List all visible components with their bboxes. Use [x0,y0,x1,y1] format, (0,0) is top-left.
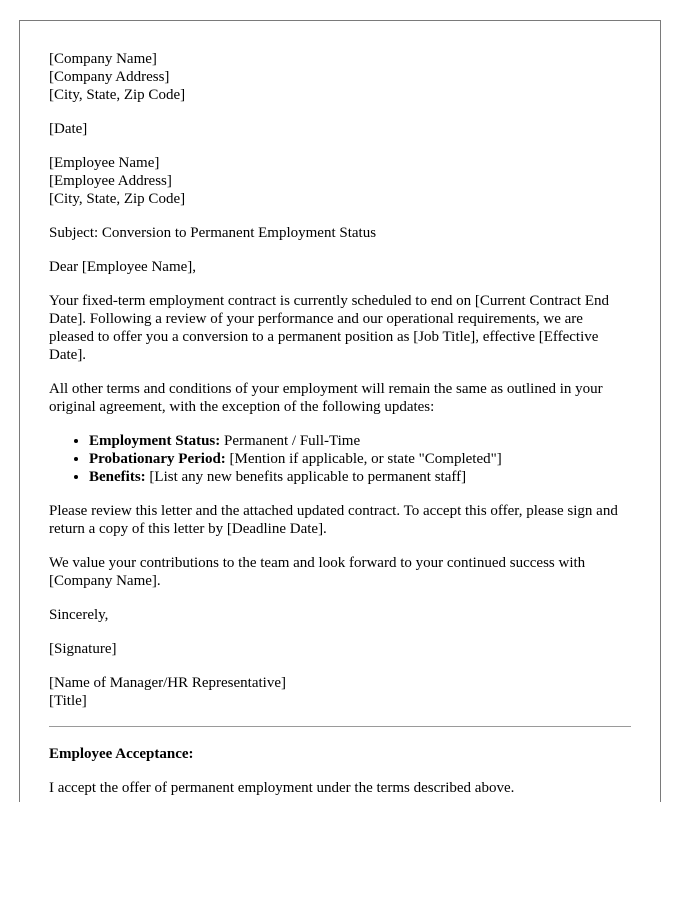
update-label: Probationary Period: [89,451,226,467]
signoff-closing: Sincerely, [49,607,109,623]
section-divider [49,726,631,727]
list-item [89,468,631,486]
terms-paragraph: All other terms and conditions of your employment will remain the same as outlined in your original agreement, with the exception of the following updates: [49,381,603,415]
signer-block [49,674,631,710]
list-item [89,450,631,468]
salutation: Dear [Employee Name], [49,259,197,275]
list-item [89,432,631,450]
signer-name: [Name of Manager/HR Representative] [49,675,286,691]
letter-date: [Date] [49,121,88,137]
recipient-address [49,154,631,208]
recipient-name: [Employee Name] [49,155,160,171]
acceptance-statement: I accept the offer of permanent employment under the terms described above. [49,780,515,796]
subject-line: Subject: Conversion to Permanent Employment Status [49,225,377,241]
letter-page [19,20,661,802]
sender-address [49,50,631,104]
intro-paragraph: Your fixed-term employment contract is currently scheduled to end on [Current Contract End Date]. Following a review of your performance and our operational requirements, we are pleased to offer you a conversion to a permanent position as [Job Title], effective [Effective Date]. [49,293,609,363]
update-value: [Mention if applicable, or state "Completed"] [229,451,502,467]
updates-list [49,432,631,486]
update-value: [List any new benefits applicable to permanent staff] [149,469,467,485]
update-value: Permanent / Full-Time [224,433,361,449]
signature-placeholder: [Signature] [49,641,117,657]
update-label: Employment Status: [89,433,221,449]
letter-content [20,21,660,797]
sender-company-name: [Company Name] [49,51,157,67]
acceptance-heading [49,745,631,763]
sender-company-address: [Company Address] [49,69,170,85]
recipient-city-state-zip: [City, State, Zip Code] [49,191,186,207]
acceptance-heading-text: Employee Acceptance: [49,746,194,762]
review-paragraph: Please review this letter and the attached updated contract. To accept this offer, please sign and return a copy of this letter by [Deadline Date]. [49,503,618,537]
recipient-address-line: [Employee Address] [49,173,172,189]
closing-paragraph: We value your contributions to the team and look forward to your continued success with [Company Name]. [49,555,586,589]
sender-city-state-zip: [City, State, Zip Code] [49,87,186,103]
update-label: Benefits: [89,469,146,485]
signer-title: [Title] [49,693,87,709]
